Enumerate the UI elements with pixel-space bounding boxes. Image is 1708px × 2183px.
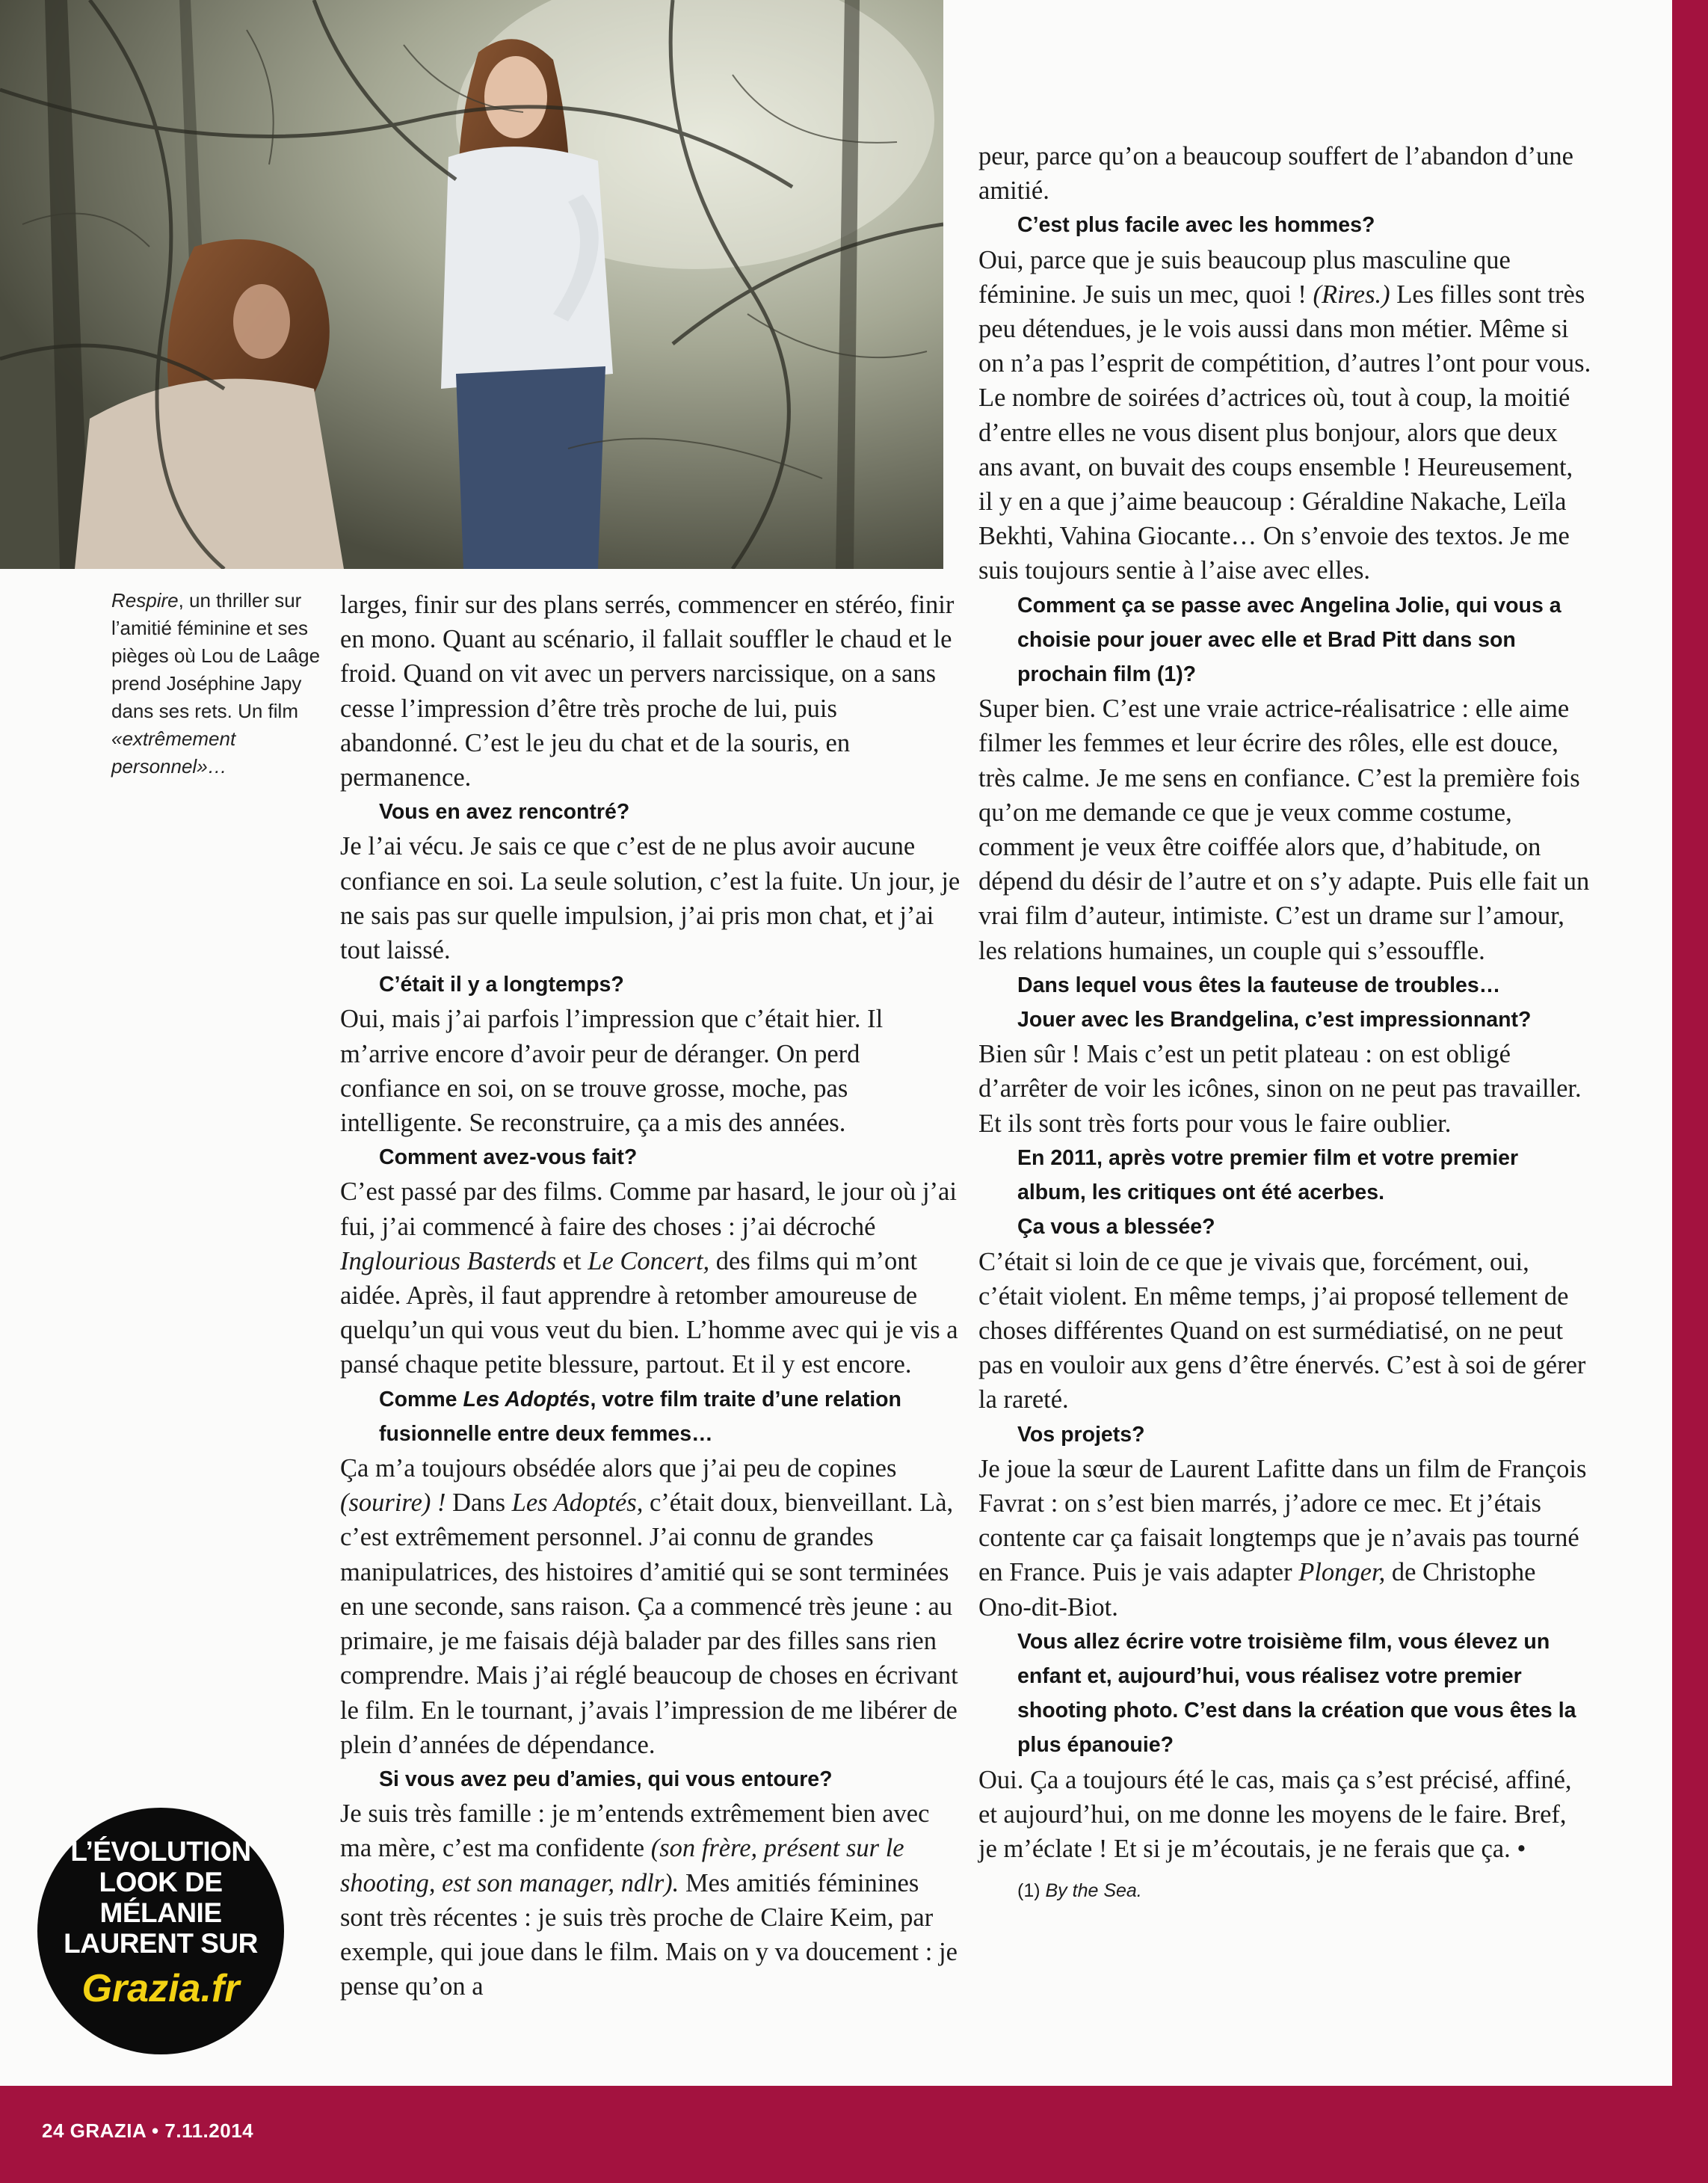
interview-question: C’était il y a longtemps? bbox=[379, 973, 624, 997]
grazia-promo-badge[interactable] bbox=[37, 1808, 284, 2054]
interview-question: Comme Les Adoptés, votre film traite d’une relation fusionnelle entre deux femmes… bbox=[379, 1387, 901, 1446]
interview-question: En 2011, après votre premier film et votre premier album, les critiques ont été acerbes. bbox=[1017, 1145, 1519, 1205]
footnote: (1) By the Sea. bbox=[1017, 1880, 1142, 1902]
answer-paragraph: Oui, parce que je suis beaucoup plus masculine que féminine. Je suis un mec, quoi ! (Rires.) Les filles sont très peu détendues, je le vois aussi dans mon métier. Même si on n’a pas l’esprit de compétition, d’autres l’ont pour vous. Le nombre de soirées d’actrices où, tout à coup, la moitié d’entre elles ne vous disent plus bonjour, alors que deux ans avant, on buvait des coups ensemble ! Heureusement, il y en a que j’aime beaucoup : Géraldine Nakache, Leïla Bekhti, Vahina Giocante… On s’envoie des textos. Je me suis toujours sentie à l’aise avec elles. bbox=[978, 245, 1591, 585]
answer-paragraph: Ça m’a toujours obsédée alors que j’ai peu de copines (sourire) ! Dans Les Adoptés, c’était doux, bienveillant. Là, c’est extrêmement personnel. J’ai connu de grandes manipulatrices, des histoires d’amitié qui se sont terminées en une seconde, sans raison. Ça a commencé très jeune : au primaire, je me faisais déjà balader par des filles sans rien comprendre. Mais j’ai réglé beaucoup de choses en écrivant le film. En le tournant, j’avais l’impression de me libérer de plein d’années de dépendance. bbox=[340, 1454, 958, 1759]
book-title: Plonger, bbox=[1298, 1558, 1386, 1587]
page-footer: 24 GRAZIA • 7.11.2014 bbox=[42, 2119, 254, 2142]
film-title: Les Adoptés bbox=[463, 1387, 591, 1411]
stage-direction: (sourire) ! bbox=[340, 1488, 446, 1518]
answer-paragraph: peur, parce qu’on a beaucoup souffert de l’abandon d’une amitié. bbox=[978, 142, 1573, 206]
answer-paragraph: C’était si loin de ce que je vivais que, forcément, oui, c’était violent. En même temps, j’ai proposé tellement de choses différentes Quand on est surmédiatisé, on ne peut pas en vouloir aux gens d’être énervés. C’est à soi de gérer la rareté. bbox=[978, 1247, 1586, 1414]
answer-paragraph: C’est passé par des films. Comme par hasard, le jour où j’ai fui, j’ai commencé à faire des choses : j’ai décroché Inglourious Basterds et Le Concert, des films qui m’ont aidée. Après, il faut apprendre à retomber amoureuse de quelqu’un qui vous veut du bien. L’homme avec qui je vis a pansé chaque petite blessure, partout. Et il y est encore. bbox=[340, 1177, 958, 1379]
answer-paragraph: Oui. Ça a toujours été le cas, mais ça s’est précisé, affiné, et aujourd’hui, on me donne les moyens de le faire. Bref, je m’éclate ! Et si je m’écoutais, je ne ferais que ça. • bbox=[978, 1765, 1572, 1863]
stage-direction: (Rires.) bbox=[1313, 280, 1390, 309]
film-title: Le Concert, bbox=[588, 1246, 710, 1275]
forest-scene-image bbox=[0, 0, 943, 569]
editor-note: (son frère, présent sur le shooting, est son manager, ndlr). bbox=[340, 1834, 904, 1897]
interview-question: Jouer avec les Brandgelina, c’est impressionnant? bbox=[1017, 1008, 1532, 1032]
caption-text: , un thriller sur l’amitié féminine et ses pièges où Lou de Laâge prend Joséphine Japy dans ses rets. Un film bbox=[111, 589, 321, 722]
article-column-2 bbox=[978, 139, 1591, 1908]
answer-paragraph: Je joue la sœur de Laurent Lafitte dans un film de François Favrat : on s’est bien marrés, j’adore ce mec. Et j’étais contente car ça faisait longtemps que je n’avais pas tourné en France. Puis je vais adapter Plonger, de Christophe Ono-dit-Biot. bbox=[978, 1454, 1587, 1622]
caption-quote: «extrêmement personnel»… bbox=[111, 727, 236, 778]
answer-paragraph: Oui, mais j’ai parfois l’impression que c’était hier. Il m’arrive encore d’avoir peur de déranger. On perd confiance en soi, on se trouve grosse, moche, pas intelligente. Se reconstruire, ça a mis des années. bbox=[340, 1005, 884, 1138]
interview-question: Comment avez-vous fait? bbox=[379, 1145, 638, 1170]
badge-site-link[interactable]: Grazia.fr bbox=[81, 1967, 240, 2010]
interview-question: Ça vous a blessée? bbox=[1017, 1215, 1215, 1240]
answer-paragraph: Bien sûr ! Mais c’est un petit plateau : on est obligé d’arrêter de voir les icônes, sinon on ne peut pas travailler. Et ils sont très forts pour vous le faire oublier. bbox=[978, 1040, 1582, 1138]
film-title: Inglourious Basterds bbox=[340, 1246, 557, 1275]
answer-paragraph: larges, finir sur des plans serrés, commencer en stéréo, finir en mono. Quant au scénario, il fallait souffler le chaud et le froid. Quand on vit avec un pervers narcissique, on a sans cesse l’impression d’être très proche de lui, puis abandonné. C’est le jeu du chat et de la souris, en permanence. bbox=[340, 591, 955, 792]
answer-paragraph: Je suis très famille : je m’entends extrêmement bien avec ma mère, c’est ma confidente (son frère, présent sur le shooting, est son manager, ndlr). Mes amitiés féminines sont très récentes : je suis très proche de Claire Keim, par exemple, qui joue dans le film. Mais on y va doucement : je pense qu’on a bbox=[340, 1799, 958, 2001]
answer-paragraph: Super bien. C’est une vraie actrice-réalisatrice : elle aime filmer les femmes et leur écrire des rôles, elle est douce, très calme. Je me sens en confiance. C’est la première fois qu’on me demande ce que je veux comme costume, comment je veux être coiffée alors que, d’habitude, on dépend du désir de l’autre et on s’y adapte. Puis elle fait un vrai film d’auteur, intimiste. C’est un drame sur l’amour, les relations humaines, un couple qui s’essouffle. bbox=[978, 695, 1590, 965]
badge-headline: L’ÉVOLUTION LOOK DE MÉLANIE LAURENT SUR bbox=[64, 1836, 258, 1959]
interview-question: Vous en avez rencontré? bbox=[379, 800, 630, 825]
interview-question: C’est plus facile avec les hommes? bbox=[1017, 213, 1375, 238]
caption-film-title: Respire bbox=[111, 589, 179, 612]
interview-question: Si vous avez peu d’amies, qui vous entoure? bbox=[379, 1767, 833, 1791]
article-column-1 bbox=[340, 588, 961, 2004]
interview-question: Vous allez écrire votre troisième film, vous élevez un enfant et, aujourd’hui, vous réalisez votre premier shooting photo. C’est dans la création que vous êtes la plus épanouie? bbox=[1017, 1629, 1576, 1758]
interview-question: Dans lequel vous êtes la fauteuse de troubles… bbox=[1017, 973, 1501, 997]
film-still-photo bbox=[0, 0, 943, 569]
interview-question: Vos projets? bbox=[1017, 1422, 1145, 1447]
film-title: Les Adoptés, bbox=[511, 1488, 644, 1518]
interview-question: Comment ça se passe avec Angelina Jolie, qui vous a choisie pour jouer avec elle et Brad Pitt dans son prochain film (1)? bbox=[1017, 593, 1561, 687]
answer-paragraph: Je l’ai vécu. Je sais ce que c’est de ne plus avoir aucune confiance en soi. La seule solution, c’est la fuite. Un jour, je ne sais pas sur quelle impulsion, j’ai pris mon chat, et j’ai tout laissé. bbox=[340, 832, 961, 965]
photo-caption bbox=[111, 587, 321, 780]
